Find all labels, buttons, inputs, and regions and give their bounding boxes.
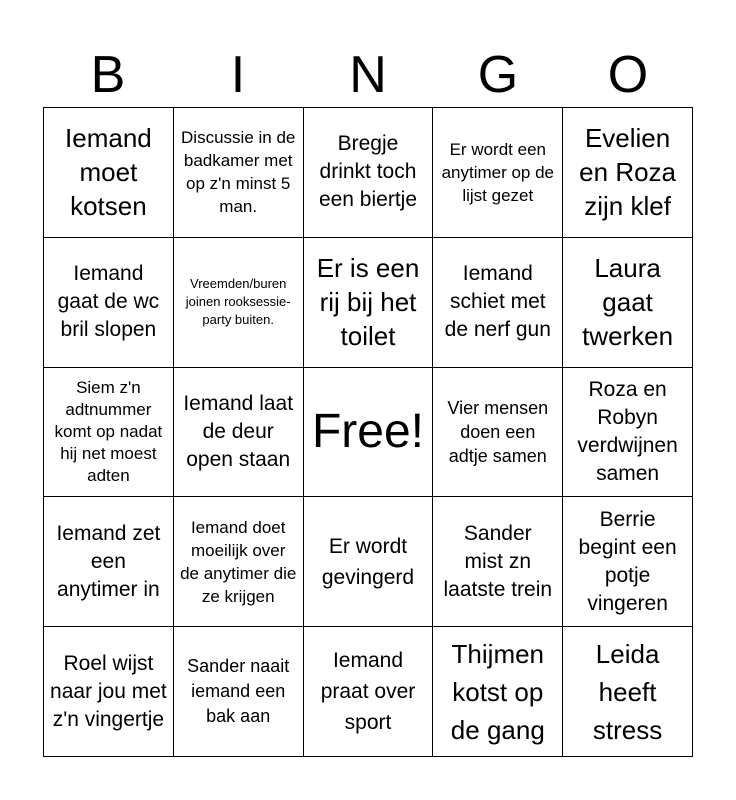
bingo-cell[interactable]: [563, 368, 693, 498]
header-letter-n: N: [349, 46, 387, 104]
bingo-cell[interactable]: [433, 627, 563, 757]
bingo-cell[interactable]: [44, 238, 174, 368]
cell-text: Iemand zet een anytimer in: [56, 521, 161, 601]
header-letter-b: B: [90, 46, 126, 104]
bingo-cell[interactable]: [174, 108, 304, 238]
cell-text: Berrie begint een potje vingeren: [578, 507, 677, 615]
cell-text: Evelien en Roza zijn klef: [579, 123, 677, 222]
bingo-cell[interactable]: [433, 238, 563, 368]
bingo-grid: [43, 107, 693, 757]
cell-text: Iemand doet moeilijk over de anytimer die ze krijgen: [180, 517, 297, 606]
bingo-cell[interactable]: [174, 238, 304, 368]
bingo-cell[interactable]: [433, 497, 563, 627]
cell-text: Thijmen kotst op de gang: [450, 638, 545, 745]
bingo-cell[interactable]: [174, 627, 304, 757]
cell-text: Leida heeft stress: [592, 638, 663, 745]
bingo-cell[interactable]: [563, 238, 693, 368]
cell-text: Iemand moet kotsen: [65, 123, 152, 222]
cell-text: Roel wijst naar jou met z'n vingertje: [50, 651, 167, 731]
cell-text: Laura gaat twerken: [582, 253, 674, 352]
bingo-cell[interactable]: [44, 497, 174, 627]
bingo-cell[interactable]: [304, 238, 434, 368]
free-space: Free!: [311, 404, 424, 458]
cell-text: Er wordt gevingerd: [321, 534, 415, 589]
bingo-cell[interactable]: [44, 368, 174, 498]
cell-text: Roza en Robyn verdwijnen samen: [577, 377, 678, 485]
header-letter-o: O: [607, 46, 649, 104]
cell-text: Discussie in de badkamer met op z'n minst 5 man.: [181, 128, 296, 217]
bingo-cell[interactable]: [563, 627, 693, 757]
bingo-cell[interactable]: [563, 497, 693, 627]
bingo-cell[interactable]: [433, 108, 563, 238]
cell-text: Er wordt een anytimer op de lijst gezet: [441, 139, 555, 205]
cell-text: Er is een rij bij het toilet: [316, 253, 420, 352]
bingo-cell[interactable]: [174, 497, 304, 627]
bingo-cell[interactable]: [44, 108, 174, 238]
cell-text: Iemand laat de deur open staan: [183, 391, 294, 471]
bingo-header: [43, 44, 693, 106]
header-letter-i: I: [230, 46, 246, 104]
cell-text: Iemand gaat de wc bril slopen: [57, 262, 160, 342]
bingo-cell[interactable]: [304, 497, 434, 627]
cell-text: Vier mensen doen een adtje samen: [447, 397, 549, 466]
header-letter-g: G: [477, 46, 519, 104]
bingo-cell[interactable]: [433, 368, 563, 498]
cell-text: Vreemden/buren joinen rooksessie-party buiten.: [185, 276, 291, 328]
cell-text: Iemand praat over sport: [320, 649, 416, 735]
bingo-cell[interactable]: [304, 368, 434, 498]
cell-text: Sander naait iemand een bak aan: [187, 656, 290, 727]
bingo-cell[interactable]: [304, 108, 434, 238]
bingo-cell[interactable]: [174, 368, 304, 498]
cell-text: Iemand schiet met de nerf gun: [444, 262, 551, 342]
bingo-cell[interactable]: [44, 627, 174, 757]
bingo-cell[interactable]: [304, 627, 434, 757]
cell-text: Siem z'n adtnummer komt op nadat hij net moest adten: [54, 377, 163, 485]
cell-text: Sander mist zn laatste trein: [443, 521, 553, 601]
bingo-cell[interactable]: [563, 108, 693, 238]
cell-text: Bregje drinkt toch een biertje: [318, 132, 418, 212]
